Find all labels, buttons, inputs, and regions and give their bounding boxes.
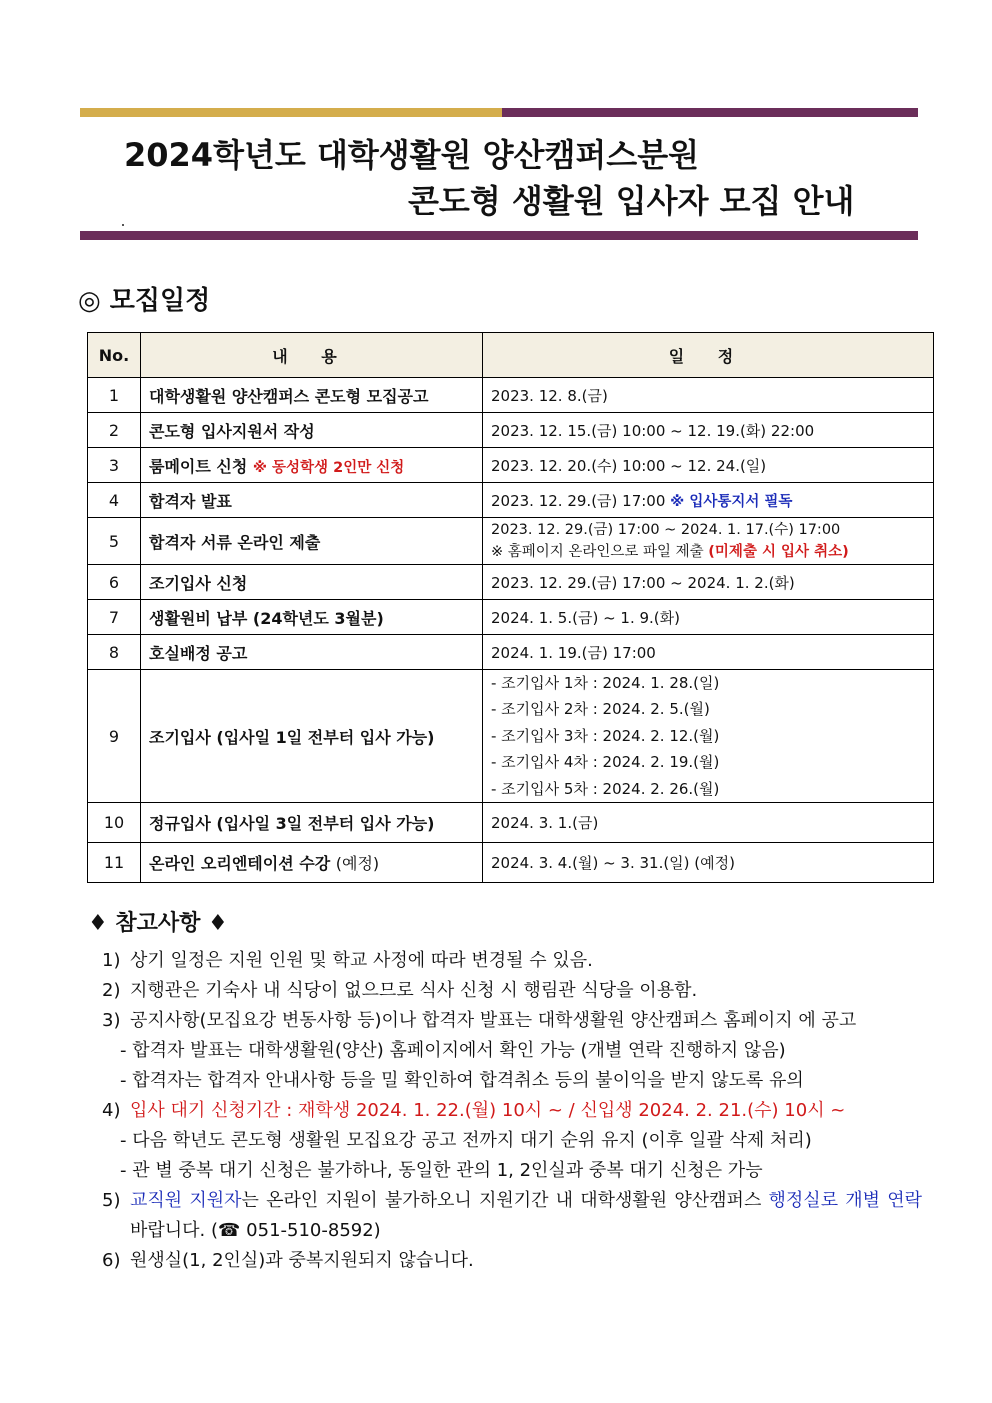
row-date-text: 2023. 12. 29.(금) 17:00 ~ 2024. 1. 17.(수) 17:00 [491, 522, 841, 538]
row-date [483, 518, 934, 565]
row-no: 3 [88, 448, 141, 483]
row-date [483, 670, 934, 803]
row-content-text: 온라인 오리엔테이션 수강 [149, 854, 331, 874]
note-number: 4) [102, 1100, 121, 1121]
note-text: 공지사항(모집요강 변동사항 등)이나 합격자 발표는 대학생활원 양산캠퍼스 홈페이지 에 공고 [130, 1010, 857, 1031]
row-date-note-red: (미제출 시 입사 취소) [708, 544, 849, 560]
note-text: 상기 일정은 지원 인원 및 학교 사정에 따라 변경될 수 있음. [130, 950, 593, 971]
table-row [88, 635, 934, 670]
row-date: 2023. 12. 15.(금) 10:00 ~ 12. 19.(화) 22:00 [483, 413, 934, 448]
row-no: 1 [88, 378, 141, 413]
schedule-table [87, 332, 934, 883]
row-no: 8 [88, 635, 141, 670]
note-item-6 [102, 1246, 922, 1276]
row-date: 2023. 12. 8.(금) [483, 378, 934, 413]
row-content: 생활원비 납부 (24학년도 3월분) [141, 600, 483, 635]
table-header-row [88, 333, 934, 378]
title-line-1: 2024학년도 대학생활원 양산캠퍼스분원 [124, 136, 700, 174]
note-text: 지행관은 기숙사 내 식당이 없으므로 식사 신청 시 행림관 식당을 이용함. [130, 980, 698, 1001]
note-number: 5) [102, 1190, 121, 1211]
note-number: 6) [102, 1250, 121, 1271]
row-content: 합격자 서류 온라인 제출 [141, 518, 483, 565]
early-entry-line: - 조기입사 1차 : 2024. 1. 28.(일) [491, 674, 720, 692]
row-date: 2024. 1. 19.(금) 17:00 [483, 635, 934, 670]
note-item-4 [102, 1096, 922, 1126]
row-date-note: ※ 홈페이지 온라인으로 파일 제출 [491, 544, 704, 560]
row-content: 합격자 발표 [141, 483, 483, 518]
row-content-text: 룸메이트 신청 [149, 456, 248, 476]
table-row [88, 803, 934, 843]
note-item-1 [102, 946, 922, 976]
table-row [88, 565, 934, 600]
table-row [88, 413, 934, 448]
row-date-note: ※ 입사통지서 필독 [670, 493, 793, 510]
early-entry-line: - 조기입사 5차 : 2024. 2. 26.(월) [491, 779, 720, 798]
table-row [88, 843, 934, 883]
note-text: 원생실(1, 2인실)과 중복지원되지 않습니다. [130, 1250, 474, 1271]
row-no: 6 [88, 565, 141, 600]
row-no: 5 [88, 518, 141, 565]
note-sub-item: - 다음 학년도 콘도형 생활원 모집요강 공고 전까지 대기 순위 유지 (이후 일괄 삭제 처리) [120, 1130, 812, 1151]
row-content: 정규입사 (입사일 3일 전부터 입사 가능) [141, 803, 483, 843]
row-date: 2023. 12. 20.(수) 10:00 ~ 12. 24.(일) [483, 448, 934, 483]
row-content [141, 448, 483, 483]
table-row [88, 518, 934, 565]
row-content-suffix: (예정) [335, 854, 380, 874]
note-sub-item: - 관 별 중복 대기 신청은 불가하나, 동일한 관의 1, 2인실과 중복 대기 신청은 가능 [120, 1160, 763, 1181]
row-no: 10 [88, 803, 141, 843]
row-no: 9 [88, 670, 141, 803]
row-content: 조기입사 (입사일 1일 전부터 입사 가능) [141, 670, 483, 803]
early-entry-line: - 조기입사 3차 : 2024. 2. 12.(월) [491, 726, 720, 745]
decorative-dot [122, 224, 124, 226]
note-text: 입사 대기 신청기간 : 재학생 2024. 1. 22.(월) 10시 ~ / 신입생 2024. 2. 21.(수) 10시 ~ [130, 1100, 846, 1121]
header-no: No. [88, 333, 141, 378]
note-sub-item: - 합격자 발표는 대학생활원(양산) 홈페이지에서 확인 가능 (개별 연락 진행하지 않음) [120, 1040, 786, 1061]
early-entry-line: - 조기입사 4차 : 2024. 2. 19.(월) [491, 753, 720, 772]
note-text-end: 바랍니다. (☎ 051-510-8592) [130, 1220, 381, 1241]
reference-title: ♦ 참고사항 ♦ [88, 911, 228, 936]
table-row [88, 483, 934, 518]
row-date: 2023. 12. 29.(금) 17:00 ~ 2024. 1. 2.(화) [483, 565, 934, 600]
table-row [88, 448, 934, 483]
note-sub-item: - 합격자는 합격자 안내사항 등을 밀 확인하여 합격취소 등의 불이익을 받지 않도록 유의 [120, 1070, 804, 1091]
row-date: 2024. 3. 4.(월) ~ 3. 31.(일) (예정) [483, 843, 934, 883]
header-bottom-bar [80, 231, 918, 240]
row-date: 2024. 3. 1.(금) [483, 803, 934, 843]
row-content: 호실배정 공고 [141, 635, 483, 670]
row-content: 조기입사 신청 [141, 565, 483, 600]
row-date: 2024. 1. 5.(금) ~ 1. 9.(화) [483, 600, 934, 635]
title-line-2: 콘도형 생활원 입사자 모집 안내 [408, 182, 855, 220]
note-number: 3) [102, 1010, 121, 1031]
header-content: 내 용 [141, 333, 483, 378]
table-row [88, 378, 934, 413]
row-content [141, 843, 483, 883]
row-no: 2 [88, 413, 141, 448]
row-date-note-line [491, 541, 925, 563]
row-content: 콘도형 입사지원서 작성 [141, 413, 483, 448]
header-top-bar [80, 108, 918, 117]
row-date [483, 483, 934, 518]
note-item-3 [102, 1006, 922, 1036]
note-highlight-office: 행정실로 개별 연락 [768, 1190, 923, 1211]
header-bar-gold [80, 108, 502, 117]
note-item-2 [102, 976, 922, 1006]
row-no: 7 [88, 600, 141, 635]
reference-notes [102, 946, 922, 1276]
note-text-mid: 는 온라인 지원이 불가하오니 지원기간 내 대학생활원 양산캠퍼스 [241, 1190, 769, 1211]
header-bar-purple [502, 108, 918, 117]
row-no: 4 [88, 483, 141, 518]
early-entry-line: - 조기입사 2차 : 2024. 2. 5.(월) [491, 700, 710, 719]
note-item-5 [102, 1186, 922, 1246]
header-date: 일 정 [483, 333, 934, 378]
note-text [130, 1186, 922, 1246]
row-date-text: 2023. 12. 29.(금) 17:00 [491, 491, 666, 510]
note-highlight-staff: 교직원 지원자 [130, 1190, 242, 1211]
note-number: 1) [102, 950, 121, 971]
table-row [88, 670, 934, 803]
row-no: 11 [88, 843, 141, 883]
table-row [88, 600, 934, 635]
row-content: 대학생활원 양산캠퍼스 콘도형 모집공고 [141, 378, 483, 413]
section-title-schedule: ◎ 모집일정 [78, 286, 211, 316]
row-content-note: ※ 동성학생 2인만 신청 [252, 459, 405, 476]
note-number: 2) [102, 980, 121, 1001]
